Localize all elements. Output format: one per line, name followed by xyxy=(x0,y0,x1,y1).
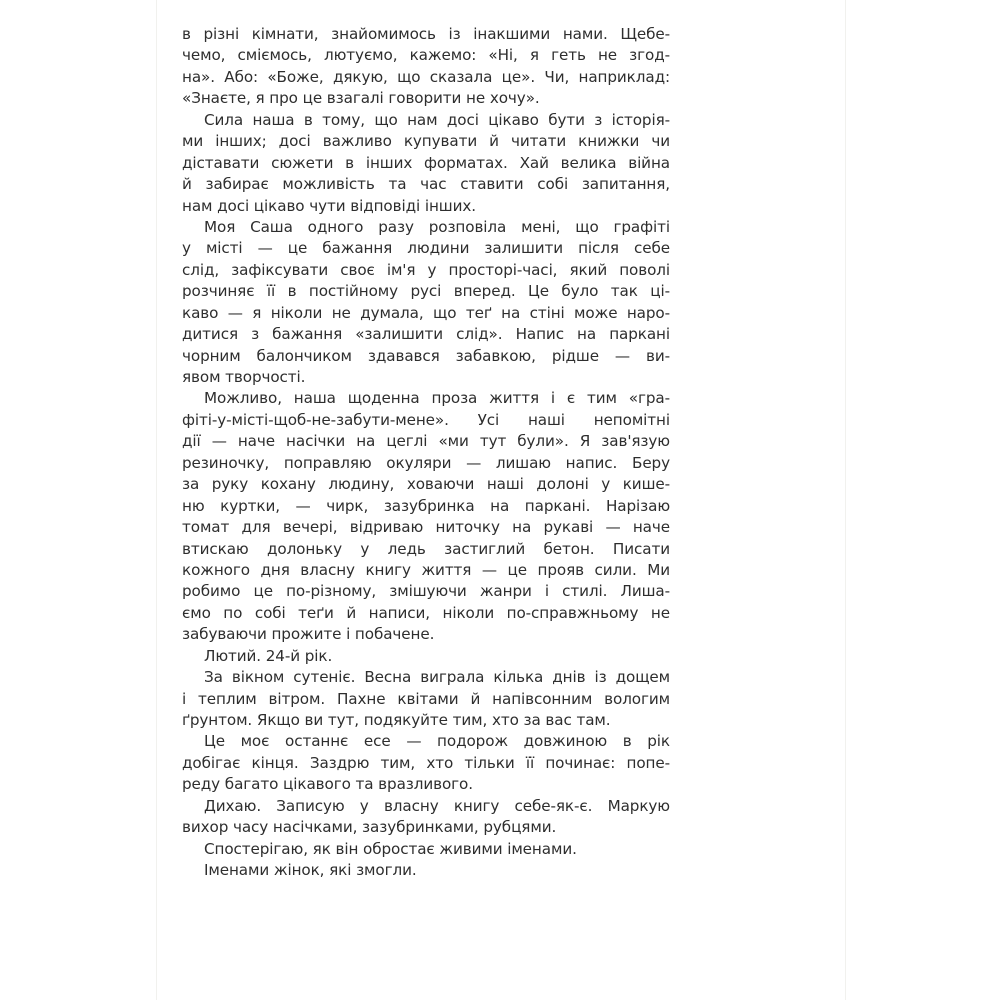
text-line: розчиняє її в постійному русі вперед. Це було так ці- xyxy=(182,282,670,301)
text-line: вихор часу насічками, зазубринками, рубцями. xyxy=(182,818,557,837)
text-line: Можливо, наша щоденна проза життя і є тим «гра- xyxy=(204,389,670,408)
paragraph xyxy=(182,731,670,795)
text-line: дії — наче насічки на цеглі «ми тут були». Я зав'язую xyxy=(182,432,670,451)
paragraph xyxy=(182,860,670,881)
text-line: добігає кінця. Заздрю тим, хто тільки її починає: попе- xyxy=(182,753,670,772)
text-line: діставати сюжети в інших форматах. Хай велика війна xyxy=(182,153,670,172)
text-line: явом творчості. xyxy=(182,368,306,386)
text-line: кожного дня власну книгу життя — це прояв сили. Ми xyxy=(182,560,670,579)
text-line: чемо, сміємось, лютуємо, кажемо: «Ні, я геть не згод- xyxy=(182,46,670,65)
text-line: каво — я ніколи не думала, що теґ на стіні може наро- xyxy=(182,303,670,322)
paragraph xyxy=(182,110,670,217)
text-line: й забирає можливість та час ставити собі запитання, xyxy=(182,175,670,194)
paragraph xyxy=(182,388,670,645)
text-line: фіті-у-місті-щоб-не-забути-мене». Усі наші непомітні xyxy=(182,410,670,429)
book-page xyxy=(156,0,846,1000)
paragraph xyxy=(182,839,670,860)
text-line: в різні кімнати, знайомимось із інакшими нами. Щебе- xyxy=(182,25,670,43)
paragraph xyxy=(182,24,670,110)
text-line: втискаю долоньку у ледь застиглий бетон. Писати xyxy=(182,539,670,558)
text-line: на». Або: «Боже, дякую, що сказала це». Чи, наприклад: xyxy=(182,67,670,86)
text-line: ємо по собі теґи й написи, ніколи по-справжньому не xyxy=(182,603,670,622)
page-text xyxy=(182,24,670,882)
text-line: забуваючи прожите і побачене. xyxy=(182,625,435,644)
paragraph xyxy=(182,217,670,389)
text-line: Дихаю. Записую у власну книгу себе-як-є. Маркую xyxy=(204,796,670,815)
text-line: За вікном сутеніє. Весна виграла кілька днів із дощем xyxy=(204,668,670,687)
text-line: ню куртки, — чирк, зазубринка на паркані. Нарізаю xyxy=(182,496,670,515)
text-line: реду багато цікавого та вразливого. xyxy=(182,775,473,794)
text-line: нам досі цікаво чути відповіді інших. xyxy=(182,196,476,215)
text-line: слід, зафіксувати своє ім'я у просторі-часі, який поволі xyxy=(182,260,670,279)
paragraph xyxy=(182,646,670,667)
text-line: робимо це по-різному, змішуючи жанри і стилі. Лиша- xyxy=(182,582,670,601)
text-line: резиночку, поправляю окуляри — лишаю напис. Беру xyxy=(182,453,670,472)
paragraph xyxy=(182,667,670,731)
text-line: дитися з бажання «залишити слід». Напис на паркані xyxy=(182,325,670,344)
text-line: Спостерігаю, як він обростає живими іменами. xyxy=(204,839,577,858)
text-line: Це моє останнє есе — подорож довжиною в рік xyxy=(204,732,670,751)
text-line: ґрунтом. Якщо ви тут, подякуйте тим, хто за вас там. xyxy=(182,711,611,729)
text-line: чорним балончиком здавався забавкою, рідше — ви- xyxy=(182,346,670,365)
text-line: Іменами жінок, які змогли. xyxy=(204,861,417,880)
text-line: ми інших; досі важливо купувати й читати книжки чи xyxy=(182,132,670,151)
text-line: у місті — це бажання людини залишити після себе xyxy=(182,239,670,258)
text-line: Моя Саша одного разу розповіла мені, що графіті xyxy=(204,217,670,236)
text-line: томат для вечері, відриваю ниточку на рукаві — наче xyxy=(182,518,670,537)
text-line: і теплим вітром. Пахне квітами й напівсонним вологим xyxy=(182,689,670,708)
text-line: Лютий. 24-й рік. xyxy=(204,646,333,665)
paragraph xyxy=(182,796,670,839)
text-line: «Знаєте, я про це взагалі говорити не хочу». xyxy=(182,89,540,108)
text-line: за руку кохану людину, ховаючи наші долоні у кише- xyxy=(182,475,670,494)
text-line: Сила наша в тому, що нам досі цікаво бути з історія- xyxy=(204,110,670,129)
